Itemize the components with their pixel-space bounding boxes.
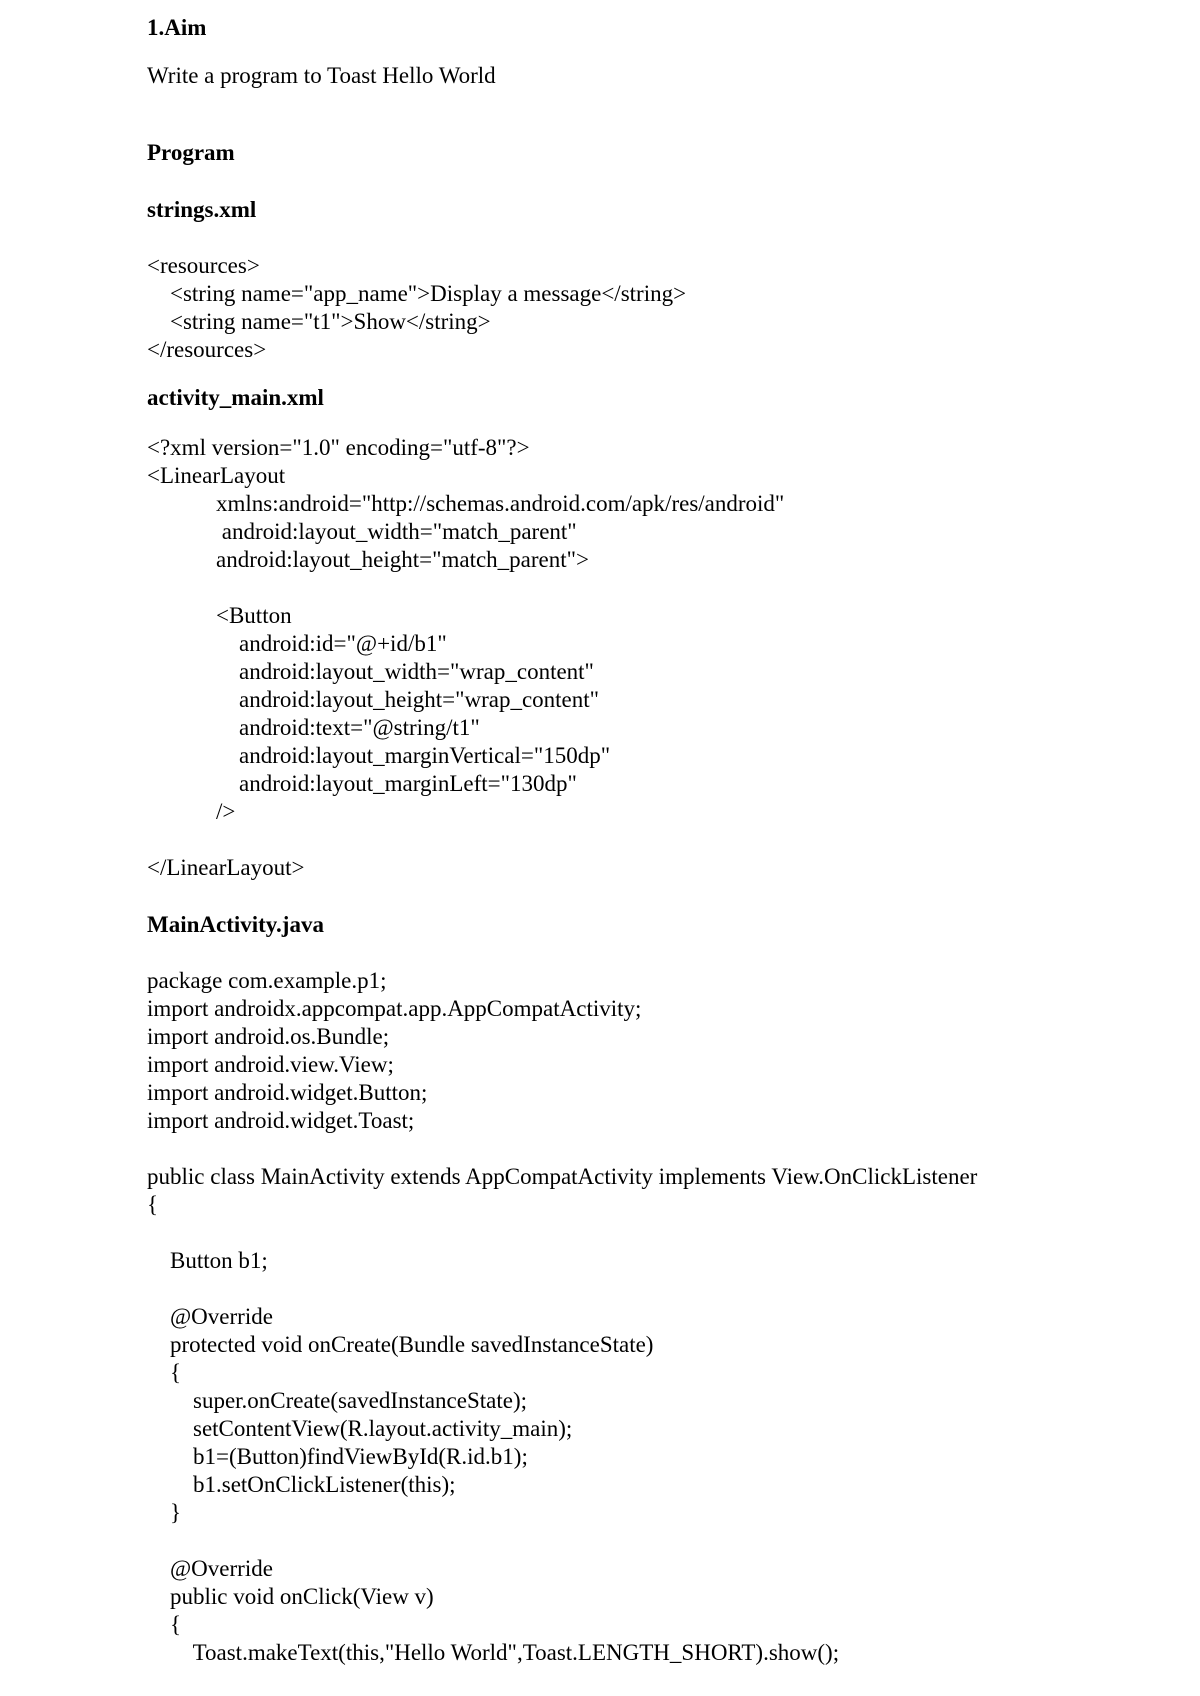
code-line: /> bbox=[147, 799, 236, 824]
code-line: Toast.makeText(this,"Hello World",Toast.LENGTH_SHORT).show(); bbox=[147, 1640, 840, 1665]
code-line: android:layout_height="wrap_content" bbox=[147, 687, 600, 712]
code-line bbox=[147, 1135, 977, 1163]
code-line: android:layout_height="match_parent"> bbox=[147, 547, 590, 572]
code-line: import androidx.appcompat.app.AppCompatActivity; bbox=[147, 996, 642, 1021]
strings-xml-heading: strings.xml bbox=[147, 197, 257, 222]
code-line: import android.os.Bundle; bbox=[147, 1024, 390, 1049]
code-line: android:layout_width="wrap_content" bbox=[147, 659, 594, 684]
code-line: android:layout_width="match_parent" bbox=[147, 519, 577, 544]
code-line: <resources> bbox=[147, 253, 260, 278]
code-line: android:layout_marginVertical="150dp" bbox=[147, 743, 611, 768]
program-heading: Program bbox=[147, 140, 235, 165]
strings-xml-code bbox=[147, 252, 686, 364]
code-line: <?xml version="1.0" encoding="utf-8"?> bbox=[147, 435, 530, 460]
code-line: <string name="t1">Show</string> bbox=[147, 309, 491, 334]
code-line: Button b1; bbox=[147, 1248, 268, 1273]
activity-main-xml-heading: activity_main.xml bbox=[147, 385, 324, 410]
aim-heading: 1.Aim bbox=[147, 15, 207, 40]
code-line: package com.example.p1; bbox=[147, 968, 387, 993]
code-line: android:id="@+id/b1" bbox=[147, 631, 447, 656]
code-line: xmlns:android="http://schemas.android.com/apk/res/android" bbox=[147, 491, 785, 516]
activity-main-xml-code bbox=[147, 434, 784, 882]
main-activity-java-heading: MainActivity.java bbox=[147, 912, 324, 937]
code-line: { bbox=[147, 1360, 182, 1385]
code-line: <LinearLayout bbox=[147, 463, 286, 488]
code-line: @Override bbox=[147, 1556, 273, 1581]
code-line bbox=[147, 826, 784, 854]
code-line: import android.widget.Button; bbox=[147, 1080, 428, 1105]
code-line bbox=[147, 1275, 977, 1303]
code-line: public void onClick(View v) bbox=[147, 1584, 434, 1609]
code-line bbox=[147, 574, 784, 602]
code-line: import android.view.View; bbox=[147, 1052, 394, 1077]
code-line: @Override bbox=[147, 1304, 273, 1329]
main-activity-java-code bbox=[147, 967, 977, 1667]
code-line: b1=(Button)findViewById(R.id.b1); bbox=[147, 1444, 528, 1469]
aim-text: Write a program to Toast Hello World bbox=[147, 63, 496, 88]
code-line: </resources> bbox=[147, 337, 267, 362]
code-line: } bbox=[147, 1500, 182, 1525]
code-line: b1.setOnClickListener(this); bbox=[147, 1472, 456, 1497]
code-line: public class MainActivity extends AppCompatActivity implements View.OnClickListener bbox=[147, 1164, 978, 1189]
code-line bbox=[147, 1219, 977, 1247]
code-line: android:layout_marginLeft="130dp" bbox=[147, 771, 577, 796]
code-line: </LinearLayout> bbox=[147, 855, 305, 880]
code-line: import android.widget.Toast; bbox=[147, 1108, 415, 1133]
code-line bbox=[147, 1527, 977, 1555]
code-line: protected void onCreate(Bundle savedInstanceState) bbox=[147, 1332, 654, 1357]
code-line: <Button bbox=[147, 603, 292, 628]
code-line: super.onCreate(savedInstanceState); bbox=[147, 1388, 528, 1413]
code-line: { bbox=[147, 1192, 159, 1217]
code-line: { bbox=[147, 1612, 182, 1637]
code-line: <string name="app_name">Display a message</string> bbox=[147, 281, 687, 306]
code-line: android:text="@string/t1" bbox=[147, 715, 480, 740]
code-line: setContentView(R.layout.activity_main); bbox=[147, 1416, 573, 1441]
